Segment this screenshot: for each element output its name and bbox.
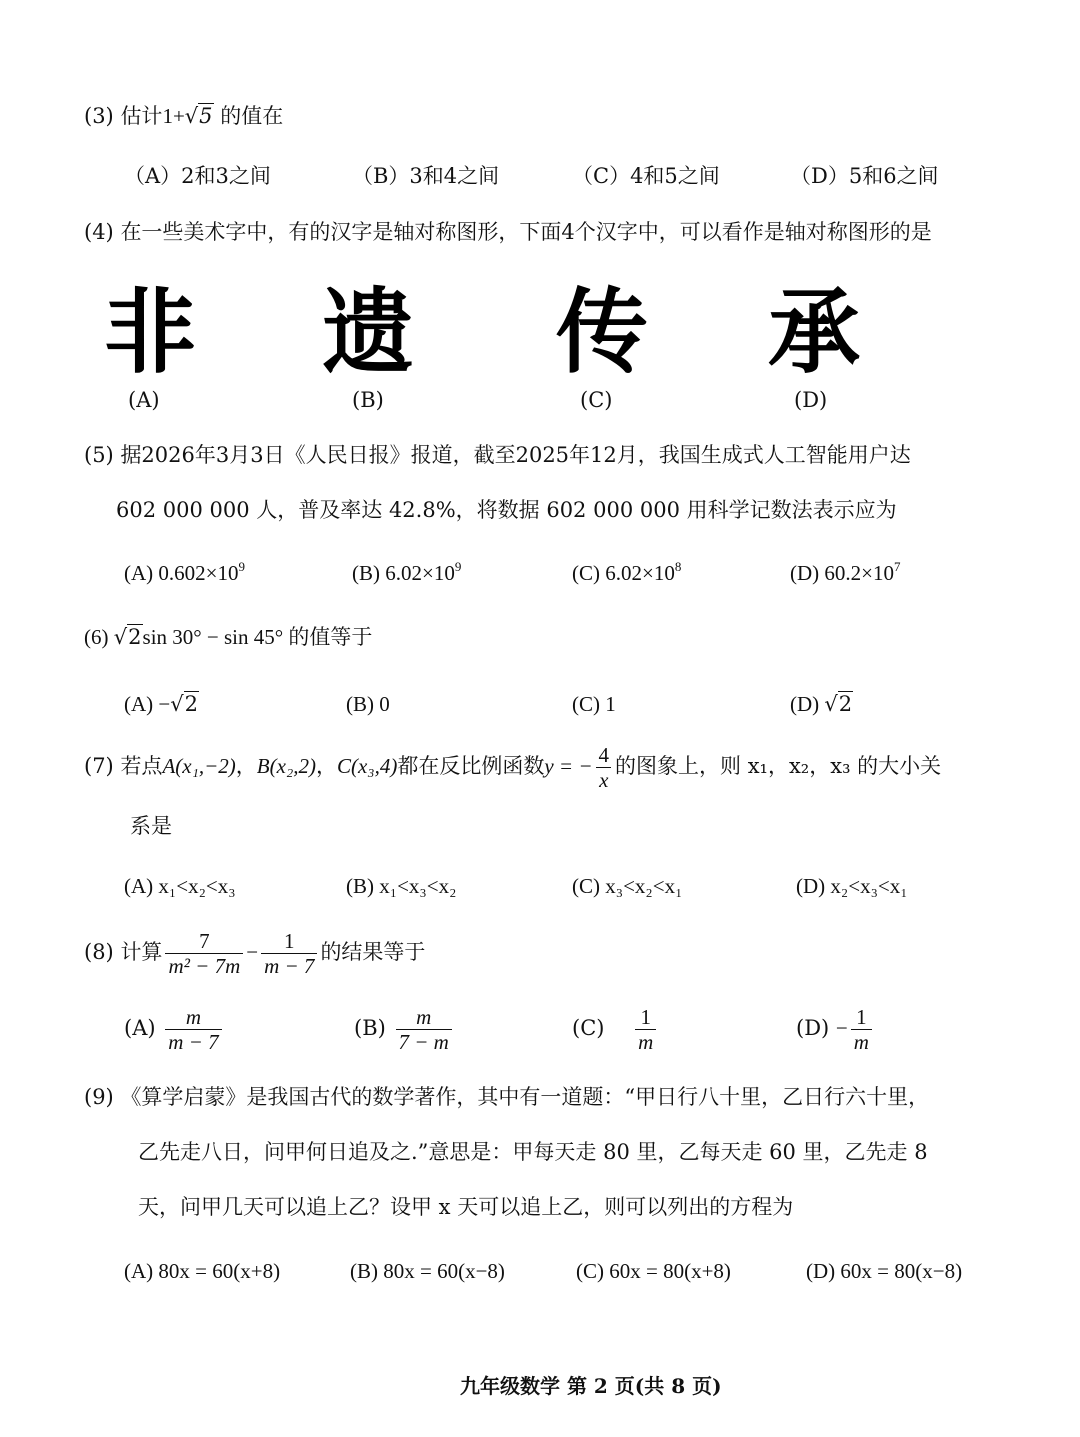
q5-option-d-label: (D): [790, 561, 820, 585]
q6-sqrt: √2: [113, 625, 142, 649]
q8-number: (8): [84, 940, 114, 964]
q6-option-a-radicand: 2: [184, 692, 199, 716]
q5-option-b-base: 6.02×10: [385, 561, 455, 585]
q7-option-a[interactable]: (A) x₁<x₂<x₃: [124, 874, 236, 898]
q9-line1-text: 《算学启蒙》是我国古代的数学著作，其中有一道题：“甲日行八十里，乙日行六十里，: [120, 1085, 930, 1109]
q6-option-d[interactable]: [790, 690, 853, 718]
q8-f2-num: 1: [284, 929, 295, 953]
q5-option-b-exp: 9: [454, 559, 462, 574]
q6-option-c-value: 1: [605, 692, 616, 716]
q5-stem-line2: 602 000 000 人，普及率达 42.8%，将数据 602 000 000 用科学记数法表示应为: [116, 498, 897, 522]
q4-char-a: 非: [104, 279, 197, 386]
q8-option-a[interactable]: [124, 1002, 225, 1054]
q6-option-a[interactable]: [124, 690, 199, 718]
q8-f2-den: m − 7: [261, 953, 317, 978]
q6-stem-post: 的值等于: [288, 625, 373, 649]
q7-fraction: [596, 743, 613, 792]
q8-option-d-den: m: [851, 1029, 872, 1054]
q6-stem: [84, 623, 372, 651]
q3-stem-post: 的值在: [220, 104, 284, 128]
q8-option-b-label: (B): [354, 1016, 386, 1040]
q8-option-d-num: 1: [856, 1005, 867, 1029]
q9-stem-line1: [84, 1083, 929, 1111]
q6-option-b[interactable]: [346, 690, 390, 718]
q5-line1-text: 据2026年3月3日《人民日报》报道，截至2025年12月，我国生成式人工智能用户达: [120, 443, 911, 467]
q3-expr-one: 1+: [162, 104, 185, 128]
q9-stem-line2: 乙先走八日，问甲何日追及之.”意思是：甲每天走 80 里，乙每天走 60 里，乙先走 8: [138, 1140, 928, 1164]
q8-f1-num: 7: [199, 929, 210, 953]
q9-option-a[interactable]: (A) 80x = 60(x+8): [124, 1259, 281, 1283]
q7-frac-num: 4: [598, 743, 610, 767]
q6-option-a-sqrt: √2: [170, 692, 199, 716]
q7-option-d[interactable]: (D) x₂<x₃<x₁: [796, 874, 908, 898]
q8-option-c-frac: [635, 1005, 656, 1054]
q4-label-b[interactable]: (B): [352, 388, 384, 412]
q8-minus: −: [246, 940, 259, 964]
q4-number: (4): [84, 220, 114, 244]
q7-post: 的图象上，则 x₁，x₂，x₃ 的大小关: [615, 754, 942, 778]
q6-expr: sin 30° − sin 45°: [142, 625, 284, 649]
q4-char-d: 承: [768, 279, 861, 386]
q8-stem: [84, 926, 425, 978]
q3-sqrt: √5: [184, 104, 213, 128]
q5-option-a-label: (A): [124, 561, 154, 585]
q8-option-a-frac: [165, 1005, 221, 1054]
q9-number: (9): [84, 1085, 114, 1109]
q5-option-a-exp: 9: [238, 559, 245, 574]
q5-option-c-base: 6.02×10: [605, 561, 675, 585]
q9-stem-line3: 天，问甲几天可以追上乙？设甲 x 天可以追上乙，则可以列出的方程为: [138, 1195, 794, 1219]
q7-stem: (7) 若点A(x₁,−2)，B(x₂,2)，C(x₃,4)都在反比例函数y = − $\frac{4}{x}$ 的图象上，则 x₁，x₂，x₃ 的大小关: [84, 743, 942, 792]
q3-stem-pre: 估计: [120, 104, 163, 128]
q6-option-d-radicand: 2: [838, 692, 853, 716]
q3-option-d[interactable]: （D）5和6之间: [790, 164, 939, 188]
q7-point-b: B(x₂,2): [256, 754, 316, 778]
q4-label-d[interactable]: (D): [794, 388, 828, 412]
q5-option-c-label: (C): [572, 561, 600, 585]
q3-option-a[interactable]: （A）2和3之间: [124, 164, 271, 188]
q3-radicand: 5: [199, 104, 213, 128]
q8-option-a-den: m − 7: [165, 1029, 221, 1054]
q8-option-d-frac: [851, 1005, 872, 1054]
q8-f1-den: m² − 7m: [165, 953, 243, 978]
q8-fraction-1: [165, 929, 243, 978]
q8-option-c[interactable]: [572, 1002, 659, 1054]
q6-option-d-label: (D): [790, 692, 820, 716]
q8-option-c-num: 1: [640, 1005, 651, 1029]
q7-option-b[interactable]: (B) x₁<x₃<x₂: [346, 874, 457, 898]
q5-option-a[interactable]: [124, 559, 245, 587]
q3-option-c[interactable]: （C）4和5之间: [572, 164, 720, 188]
q3-option-b[interactable]: （B）3和4之间: [352, 164, 500, 188]
q5-option-c[interactable]: [572, 559, 681, 587]
q7-mid: 都在反比例函数: [397, 754, 545, 778]
q4-label-a[interactable]: (A): [128, 388, 160, 412]
q4-stem-text: 在一些美术字中，有的汉字是轴对称图形，下面4个汉字中，可以看作是轴对称图形的是: [120, 220, 932, 244]
q8-option-a-num: m: [185, 1005, 201, 1029]
q8-option-b-frac: [396, 1005, 452, 1054]
q8-option-d-sign: −: [835, 1016, 848, 1040]
q7-point-a: A(x₁,−2): [162, 754, 236, 778]
q5-number: (5): [84, 443, 114, 467]
page-footer: 九年级数学 第 2 页(共 8 页): [460, 1374, 722, 1398]
q3-number: (3): [84, 104, 114, 128]
q6-number: (6): [84, 625, 109, 649]
q6-option-b-label: (B): [346, 692, 374, 716]
q9-option-c[interactable]: (C) 60x = 80(x+8): [576, 1259, 731, 1283]
q6-option-d-sqrt: √2: [824, 692, 853, 716]
q6-option-b-value: 0: [379, 692, 390, 716]
q5-option-b-label: (B): [352, 561, 380, 585]
q5-option-b[interactable]: [352, 559, 461, 587]
q6-option-c-label: (C): [572, 692, 600, 716]
q7-frac-den: x: [596, 767, 611, 792]
q8-option-b-num: m: [416, 1005, 432, 1029]
q4-char-c: 传: [556, 279, 649, 386]
q9-option-d[interactable]: (D) 60x = 80(x−8): [806, 1259, 963, 1283]
q5-option-c-exp: 8: [674, 559, 682, 574]
q6-option-a-label: (A): [124, 692, 154, 716]
q8-fraction-2: [261, 929, 317, 978]
q4-char-b: 遗: [322, 279, 415, 386]
q7-point-c: C(x₃,4): [336, 754, 398, 778]
q6-radicand: 2: [128, 625, 142, 649]
q7-option-c[interactable]: (C) x₃<x₂<x₁: [572, 874, 683, 898]
q7-func-lhs: y = −: [544, 754, 593, 778]
q7-number: (7): [84, 754, 114, 778]
q8-option-c-den: m: [635, 1029, 656, 1054]
q8-option-a-label: (A): [124, 1016, 156, 1040]
q8-pre: 计算: [120, 940, 163, 964]
q8-option-d-label: (D): [796, 1016, 830, 1040]
q8-option-d[interactable]: [796, 1002, 875, 1054]
q8-option-b[interactable]: [354, 1002, 455, 1054]
q9-option-b[interactable]: (B) 80x = 60(x−8): [350, 1259, 505, 1283]
q8-post: 的结果等于: [320, 940, 426, 964]
q5-option-d[interactable]: [790, 559, 901, 587]
q6-option-c[interactable]: [572, 690, 616, 718]
q4-stem: [84, 218, 932, 246]
q5-option-d-base: 60.2×10: [824, 561, 894, 585]
q3-stem: [84, 102, 283, 130]
q6-option-a-sign: −: [158, 692, 171, 716]
q5-stem-line1: [84, 441, 911, 469]
q4-label-c[interactable]: (C): [580, 388, 613, 412]
q5-option-a-base: 0.602×10: [158, 561, 239, 585]
q7-stem-line2: 系是: [130, 814, 172, 838]
q5-option-d-exp: 7: [894, 559, 901, 574]
q8-option-b-den: 7 − m: [396, 1029, 452, 1054]
q7-pre: 若点: [120, 754, 163, 778]
q8-option-c-label: (C): [572, 1016, 605, 1040]
